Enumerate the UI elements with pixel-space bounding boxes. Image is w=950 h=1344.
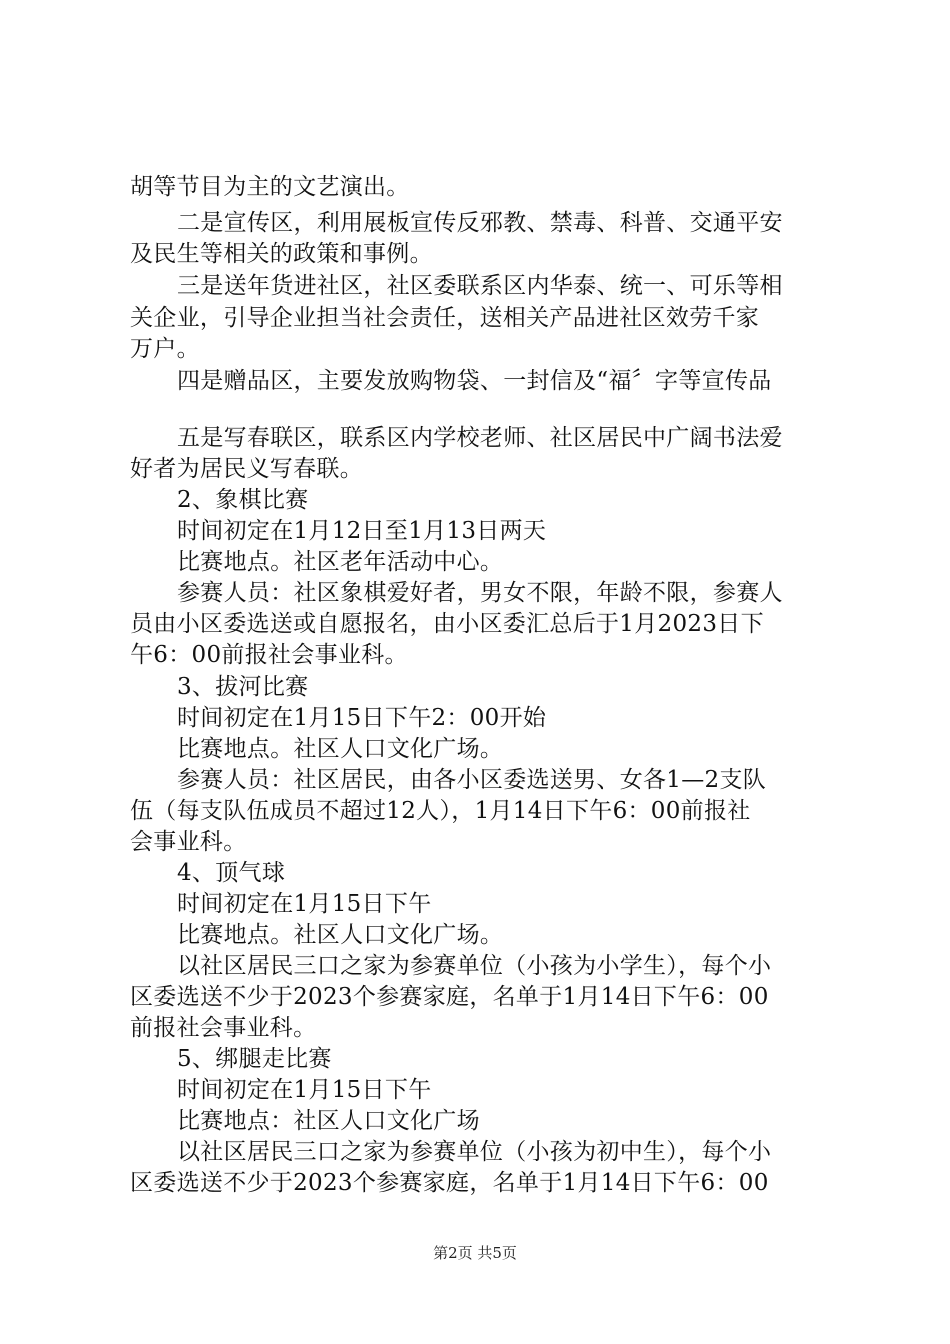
page-footer: 第2页 共5页 (433, 1244, 517, 1262)
text-line: 及民生等相关的政策和事例。 (130, 241, 433, 267)
text-line: 员由小区委选送或自愿报名，由小区委汇总后于1月2023日下 (130, 611, 764, 637)
text-line: 胡等节目为主的文艺演出。 (130, 174, 410, 200)
text-line: 时间初定在1月15日下午 (177, 1077, 432, 1103)
text-line: 三是送年货进社区，社区委联系区内华泰、统一、可乐等相 (177, 273, 783, 299)
text-line: 四是赠品区，主要发放购物袋、一封信及“福〞字等宣传品 (177, 368, 772, 394)
text-line: 前报社会事业科。 (130, 1015, 317, 1041)
section-heading: 3、拔河比赛 (177, 674, 309, 700)
text-line: 参赛人员：社区象棋爱好者，男女不限，年龄不限，参赛人 (177, 580, 783, 606)
text-line: 伍（每支队伍成员不超过12人），1月14日下午6：00前报社 (130, 798, 751, 824)
text-line: 二是宣传区，利用展板宣传反邪教、禁毒、科普、交通平安 (177, 210, 783, 236)
text-line: 时间初定在1月15日下午 (177, 891, 432, 917)
text-line: 会事业科。 (130, 829, 247, 855)
text-line: 比赛地点。社区人口文化广场。 (177, 922, 504, 948)
section-heading: 5、绑腿走比赛 (177, 1046, 332, 1072)
text-line: 关企业，引导企业担当社会责任，送相关产品进社区效劳千家 (130, 305, 760, 331)
text-line: 以社区居民三口之家为参赛单位（小孩为小学生），每个小 (177, 953, 772, 979)
text-line: 时间初定在1月15日下午2：00开始 (177, 705, 547, 731)
text-line: 比赛地点：社区人口文化广场 (177, 1108, 480, 1134)
text-line: 以社区居民三口之家为参赛单位（小孩为初中生），每个小 (177, 1139, 772, 1165)
text-line: 区委选送不少于2023个参赛家庭，名单于1月14日下午6：00 (130, 1170, 769, 1196)
text-line: 万户。 (130, 336, 200, 362)
text-line: 比赛地点。社区人口文化广场。 (177, 736, 504, 762)
text-line: 参赛人员：社区居民，由各小区委选送男、女各1—2支队 (177, 767, 767, 793)
section-heading: 2、象棋比赛 (177, 487, 309, 513)
text-line: 五是写春联区，联系区内学校老师、社区居民中广阔书法爱 (177, 425, 783, 451)
text-line: 午6：00前报社会事业科。 (130, 642, 408, 668)
text-line: 区委选送不少于2023个参赛家庭，名单于1月14日下午6：00 (130, 984, 769, 1010)
text-line: 比赛地点。社区老年活动中心。 (177, 549, 504, 575)
text-line: 好者为居民义写春联。 (130, 456, 363, 482)
section-heading: 4、顶气球 (177, 860, 286, 886)
text-line: 时间初定在1月12日至1月13日两天 (177, 518, 547, 544)
